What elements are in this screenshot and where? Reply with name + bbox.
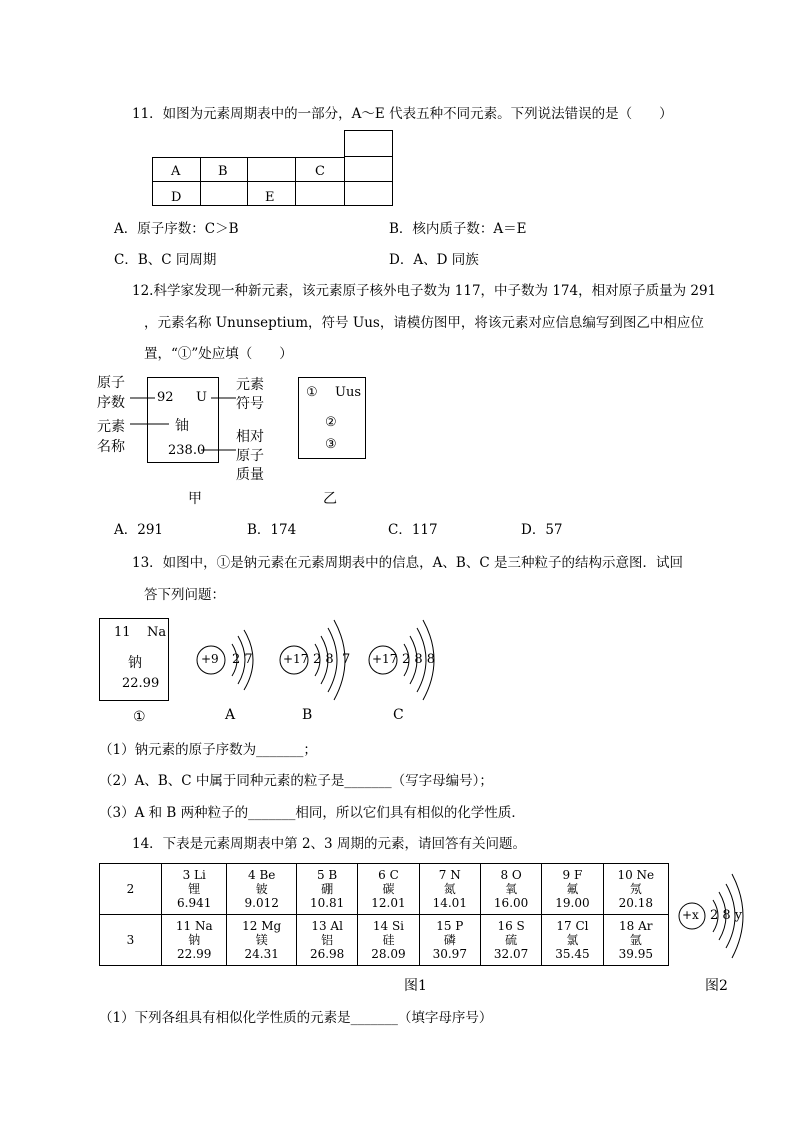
yi-circle-2: ②	[325, 415, 337, 430]
cell-e: E	[265, 190, 275, 205]
cell-b: B	[218, 164, 228, 179]
q12-stem-line3: 置，“①”处应填（ ）	[144, 346, 293, 362]
element-cell: 10 Ne 氖 20.18	[603, 864, 668, 915]
q12-stem-line1: 12.科学家发现一种新元素，该元素原子核外电子数为 117，中子数为 174，相对原子质量为 291	[132, 283, 717, 299]
atom-x-nucleus: +x	[682, 908, 699, 922]
q12-stem-line2: ，元素名称 Ununseptium，符号 Uus，请模仿图甲，将该元素对应信息编写到图乙中相应位	[144, 315, 704, 331]
atom-b-label: B	[302, 707, 313, 723]
q13-sub-2: （2）A、B、C 中属于同种元素的粒子是_______（写字母编号）；	[99, 773, 493, 789]
q12-option-a[interactable]: A．291	[114, 522, 164, 538]
q13-sub-3: （3）A 和 B 两种粒子的_______相同，所以它们具有相似的化学性质．	[99, 805, 525, 821]
atom-a-label: A	[225, 707, 236, 723]
element-cell: 3 Li 锂 6.941	[162, 864, 227, 915]
atom-c-label: C	[393, 707, 404, 723]
yi-caption: 乙	[323, 491, 337, 507]
yi-circle-1: ①	[306, 385, 318, 400]
cell-c: C	[315, 164, 325, 179]
element-cell: 4 Be 铍 9.012	[227, 864, 296, 915]
element-cell: 16 S 硫 32.07	[480, 915, 541, 966]
element-cell: 9 F 氟 19.00	[542, 864, 603, 915]
element-cell: 7 N 氮 14.01	[419, 864, 480, 915]
na-caption: ①	[133, 709, 146, 725]
cell-d: D	[171, 190, 182, 205]
atom-c-electrons: 2 8 8	[402, 652, 436, 667]
q11-stem: 11．如图为元素周期表中的一部分，A～E 代表五种不同元素。下列说法错误的是（ ）	[132, 106, 673, 122]
na-mass: 22.99	[122, 676, 160, 691]
atom-a-electrons: 2 7	[232, 652, 253, 667]
yi-symbol: Uus	[335, 385, 361, 400]
atom-b-nucleus: +17	[283, 652, 309, 666]
element-cell: 15 P 磷 30.97	[419, 915, 480, 966]
na-symbol: Na	[147, 625, 167, 640]
q11-option-c[interactable]: C．B、C 同周期	[114, 252, 217, 268]
element-cell: 14 Si 硅 28.09	[358, 915, 419, 966]
element-cell: 18 Ar 氩 39.95	[603, 915, 668, 966]
atom-x-electrons: 2 8 y	[710, 908, 743, 923]
table-row-period-3	[100, 915, 669, 966]
q12-option-b[interactable]: B．174	[247, 522, 297, 538]
q12-option-c[interactable]: C．117	[388, 522, 438, 538]
table-row-period-2	[100, 864, 669, 915]
atom-a-nucleus: +9	[201, 652, 219, 666]
period-label: 3	[100, 915, 162, 966]
fig2-caption: 图2	[705, 978, 728, 994]
q14-stem: 14．下表是元素周期表中第 2、3 周期的元素，请回答有关问题。	[132, 836, 526, 852]
jia-symbol: U	[196, 390, 207, 405]
period-label: 2	[100, 864, 162, 915]
q13-stem-line1: 13．如图中，①是钠元素在元素周期表中的信息，A、B、C 是三种粒子的结构示意图．试回	[132, 555, 683, 571]
element-cell: 13 Al 铝 26.98	[296, 915, 357, 966]
jia-mass: 238.0	[168, 443, 206, 458]
element-cell: 11 Na 钠 22.99	[162, 915, 227, 966]
atom-b-electrons: 2 8 7	[313, 652, 351, 667]
element-cell: 5 B 硼 10.81	[296, 864, 357, 915]
q11-option-d[interactable]: D．A、D 同族	[389, 252, 479, 268]
q13-stem-line2: 答下列问题：	[144, 587, 225, 603]
q11-option-a[interactable]: A．原子序数：C＞B	[114, 221, 239, 237]
element-cell: 17 Cl 氯 35.45	[542, 915, 603, 966]
yi-circle-3: ③	[325, 437, 337, 452]
element-cell: 12 Mg 镁 24.31	[227, 915, 296, 966]
jia-caption: 甲	[188, 491, 202, 507]
q12-option-d[interactable]: D．57	[521, 522, 563, 538]
jia-leader-lines	[0, 0, 300, 480]
element-cell: 6 C 碳 12.01	[358, 864, 419, 915]
jia-number: 92	[157, 390, 174, 405]
element-cell: 8 O 氧 16.00	[480, 864, 541, 915]
q13-sub-1: （1）钠元素的原子序数为_______；	[99, 742, 317, 758]
q14-sub-1: （1）下列各组具有相似化学性质的元素是_______（填字母序号）	[99, 1010, 493, 1026]
fig1-caption: 图1	[404, 978, 427, 994]
jia-name: 铀	[175, 418, 189, 434]
q11-option-b[interactable]: B．核内质子数：A＝E	[389, 221, 527, 237]
na-number: 11	[114, 625, 131, 640]
cell-a: A	[171, 164, 181, 179]
periodic-table-fig1	[99, 863, 669, 966]
atom-c-nucleus: +17	[372, 652, 398, 666]
na-name: 钠	[128, 655, 142, 671]
